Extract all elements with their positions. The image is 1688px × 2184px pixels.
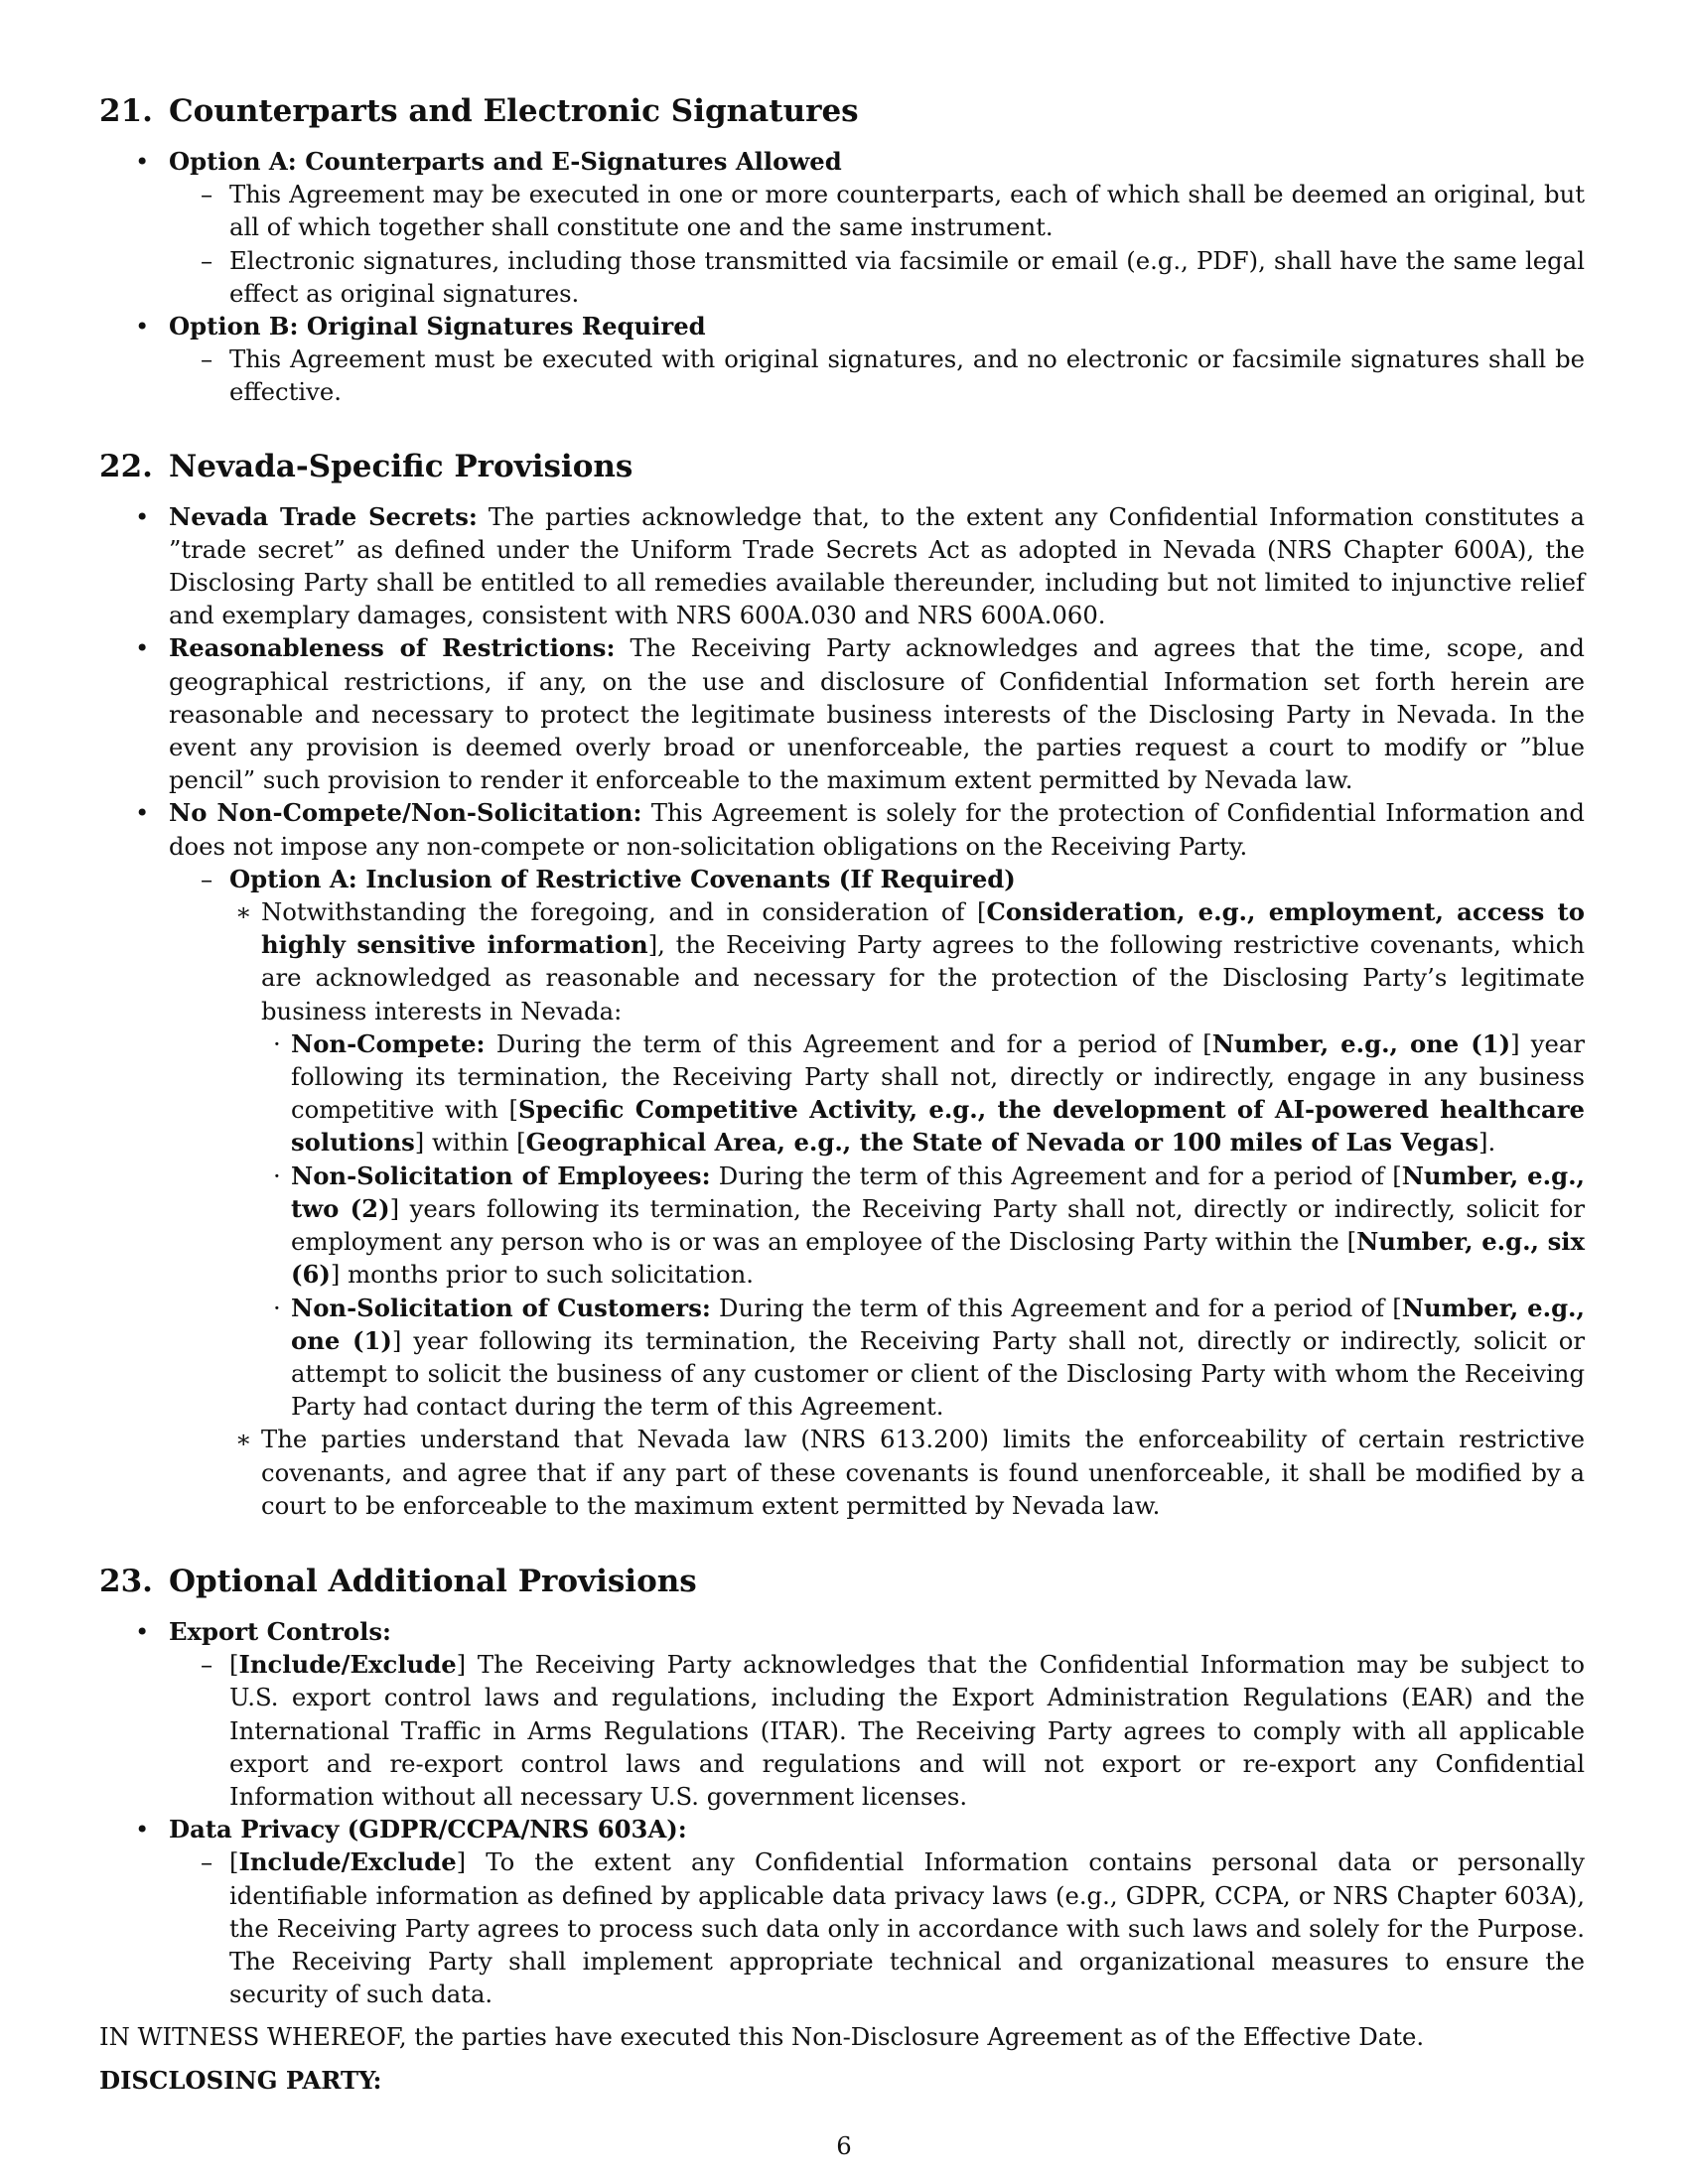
dash-marker: –: [201, 245, 213, 275]
section-22-list: [99, 500, 1585, 1522]
placeholder-text: Number, e.g., one (1): [291, 1293, 1585, 1355]
list-item: [261, 1027, 1585, 1160]
section-21-list: [99, 145, 1585, 409]
bullet-marker: •: [135, 147, 150, 176]
bullet-marker: •: [135, 1815, 150, 1844]
clause-text: ] year following its termination, the Receiving Party shall not, directly or indirectly, engage in any business competitive with [: [291, 1028, 1585, 1125]
clause-text: During the term of this Agreement and for a period of [: [710, 1160, 1402, 1190]
covenant-label: Non-Compete:: [291, 1028, 486, 1058]
section-22-heading: [99, 447, 1585, 486]
clause-text: The parties understand that Nevada law (NRS 613.200) limits the enforceability of certain restrictive covenants, and agree that if any part of these covenants is found unenforceable, it shall be modified by a court to be enforceable to the maximum extent permitted by Nevada law.: [261, 1425, 1585, 1520]
provision-label: Data Privacy (GDPR/CCPA/NRS 603A):: [169, 1815, 687, 1844]
document-page: [99, 91, 1585, 2097]
clause-text: ] years following its termination, the Receiving Party shall not, directly or indirectly, solicit for employment any person who is or was an employee of the Disclosing Party within the [: [291, 1193, 1586, 1257]
clause-text: Electronic signatures, including those transmitted via facsimile or email (e.g., PDF), shall have the same legal effect as original signatures.: [229, 245, 1585, 308]
page-number: 6: [836, 2131, 852, 2160]
bullet-marker: •: [135, 1616, 150, 1646]
list-item: [169, 178, 1585, 243]
list-item: [169, 863, 1585, 1522]
list-item: [99, 1813, 1585, 2010]
list-item: [99, 310, 1585, 409]
clause-text: During the term of this Agreement and for a period of [: [710, 1293, 1402, 1322]
clause-text: The Receiving Party acknowledges that the Confidential Information may be subject to U.S. export control laws and regulations, including the Export Administration Regulations (EAR) and the International Traffic in Arms Regulations (ITAR). The Receiving Party agrees to comply with all applicable export and re-export control laws and regulations and will not export or re-export any Confidential Information without all necessary U.S. government licenses.: [229, 1650, 1586, 1811]
list-item: [169, 342, 1585, 408]
star-marker: ∗: [235, 1425, 252, 1454]
dot-marker: ·: [273, 1293, 281, 1322]
list-item: [99, 145, 1585, 310]
section-title: Optional Additional Provisions: [168, 1563, 697, 1599]
clause-text: To the extent any Confidential Information contains personal data or personally identifiable information as defined by applicable data privacy laws (e.g., GDPR, CCPA, or NRS Chapter 603A), the Receiving Party agrees to process such data only in accordance with such laws and solely for the Purpose. The Receiving Party shall implement appropriate technical and organizational measures to ensure the security of such data.: [229, 1847, 1586, 2009]
list-item: [261, 1292, 1585, 1424]
bullet-marker: •: [135, 633, 150, 663]
clause-text: ], the Receiving Party agrees to the following restrictive covenants, which are acknowledged as reasonable and necessary for the protection of the Disclosing Party’s legitimate business interests in Nevada:: [261, 930, 1586, 1025]
provision-label: Nevada Trade Secrets:: [169, 501, 478, 531]
option-label: Option A: Inclusion of Restrictive Covenants (If Required): [229, 864, 1016, 893]
clause-text: ].: [1478, 1128, 1496, 1158]
clause-text: ] within [: [414, 1128, 526, 1158]
section-21-heading: [99, 91, 1585, 131]
provision-label: Export Controls:: [169, 1616, 391, 1646]
provision-label: Reasonableness of Restrictions:: [169, 633, 616, 663]
list-item: [261, 1160, 1585, 1292]
placeholder-text: Consideration, e.g., employment, access to highly sensitive information: [261, 897, 1585, 960]
list-item: [99, 796, 1585, 1521]
placeholder-text: Number, e.g., two (2): [291, 1160, 1585, 1223]
list-item: [229, 1423, 1585, 1522]
clause-text: This Agreement must be executed with original signatures, and no electronic or facsimile signatures shall be effective.: [229, 344, 1585, 407]
placeholder-text: Geographical Area, e.g., the State of Nevada or 100 miles of Las Vegas: [525, 1128, 1478, 1158]
placeholder-text: Specific Competitive Activity, e.g., the development of AI-powered healthcare solutions: [291, 1095, 1585, 1158]
placeholder-text: Number, e.g., six (6): [291, 1227, 1585, 1290]
section-number: 21.: [99, 93, 153, 129]
witness-statement: IN WITNESS WHEREOF, the parties have executed this Non-Disclosure Agreement as of the Effective Date.: [99, 2022, 1425, 2052]
placeholder-text: Number, e.g., one (1): [1211, 1028, 1511, 1058]
section-number: 23.: [99, 1563, 153, 1599]
list-item: [99, 1615, 1585, 1813]
covenant-label: Non-Solicitation of Customers:: [291, 1293, 711, 1322]
list-item: – [Include/Exclude] The Receiving Party acknowledges that the Confidential Information may be subject to U.S. export control laws and regulations, including the Export Administration Regulations (EAR) and the International Traffic in Arms Regulations (ITAR). The Receiving Party agrees to comply with all applicable export and re-export control laws and regulations and will not export or re-export any Confidential Information without all necessary U.S. government licenses.: [201, 1650, 1586, 1811]
section-title: Nevada-Specific Provisions: [168, 448, 633, 484]
section-number: 22.: [99, 448, 153, 484]
clause-text: ] year following its termination, the Receiving Party shall not, directly or indirectly, solicit or attempt to solicit the business of any customer or client of the Disclosing Party with whom the Receiving Party had contact during the term of this Agreement.: [291, 1325, 1585, 1422]
dot-marker: ·: [273, 1028, 281, 1058]
list-item: [99, 631, 1585, 796]
option-label: Option A: Counterparts and E-Signatures Allowed: [169, 147, 842, 176]
dot-marker: ·: [273, 1160, 281, 1190]
list-item: [169, 244, 1585, 310]
star-marker: ∗: [235, 897, 252, 927]
dash-marker: –: [201, 1650, 213, 1680]
provision-text: The parties acknowledge that, to the extent any Confidential Information constitutes a ”trade secret” as defined under the Uniform Trade Secrets Act as adopted in Nevada (NRS Chapter 600A), the Disclosing Party shall be entitled to all remedies available thereunder, including but not limited to injunctive relief and exemplary damages, consistent with NRS 600A.030 and NRS 600A.060.: [169, 501, 1585, 630]
list-item: [99, 500, 1585, 632]
dash-marker: –: [201, 180, 213, 209]
provision-text: The Receiving Party acknowledges and agrees that the time, scope, and geographical restrictions, if any, on the use and disclosure of Confidential Information set forth herein are reasonable and necessary to protect the legitimate business interests of the Disclosing Party in Nevada. In the event any provision is deemed overly broad or unenforceable, the parties request a court to modify or ”blue pencil” such provision to render it enforceable to the maximum extent permitted by Nevada law.: [169, 633, 1585, 795]
provision-text: This Agreement is solely for the protection of Confidential Information and does not impose any non-compete or non-solicitation obligations on the Receiving Party.: [169, 798, 1585, 861]
section-title: Counterparts and Electronic Signatures: [168, 93, 859, 129]
section-23-heading: [99, 1562, 1585, 1601]
clause-text: During the term of this Agreement and for a period of [: [485, 1028, 1212, 1058]
section-23-list: [99, 1615, 1585, 2010]
clause-text: Notwithstanding the foregoing, and in consideration of [: [261, 897, 987, 927]
dash-marker: –: [201, 344, 213, 374]
bullet-marker: •: [135, 798, 150, 828]
bullet-marker: •: [135, 501, 150, 531]
include-exclude-tag: Include/Exclude: [238, 1650, 457, 1680]
clause-text: This Agreement may be executed in one or more counterparts, each of which shall be deemed an original, but all of which together shall constitute one and the same instrument.: [229, 180, 1585, 242]
option-label: Option B: Original Signatures Required: [169, 312, 706, 341]
provision-label: No Non-Compete/Non-Solicitation:: [169, 798, 642, 828]
list-item: [229, 895, 1585, 1423]
covenant-label: Non-Solicitation of Employees:: [291, 1160, 711, 1190]
list-item: – [Include/Exclude] To the extent any Confidential Information contains personal data or personally identifiable information as defined by applicable data privacy laws (e.g., GDPR, CCPA, or NRS Chapter 603A), the Receiving Party agrees to process such data only in accordance with such laws and solely for the Purpose. The Receiving Party shall implement appropriate technical and organizational measures to ensure the security of such data.: [201, 1847, 1586, 2009]
clause-text: ] months prior to such solicitation.: [330, 1260, 754, 1290]
dash-marker: –: [201, 864, 213, 893]
bullet-marker: •: [135, 312, 150, 341]
disclosing-party-label: DISCLOSING PARTY:: [99, 2065, 382, 2095]
include-exclude-tag: Include/Exclude: [238, 1847, 457, 1877]
dash-marker: –: [201, 1847, 213, 1877]
